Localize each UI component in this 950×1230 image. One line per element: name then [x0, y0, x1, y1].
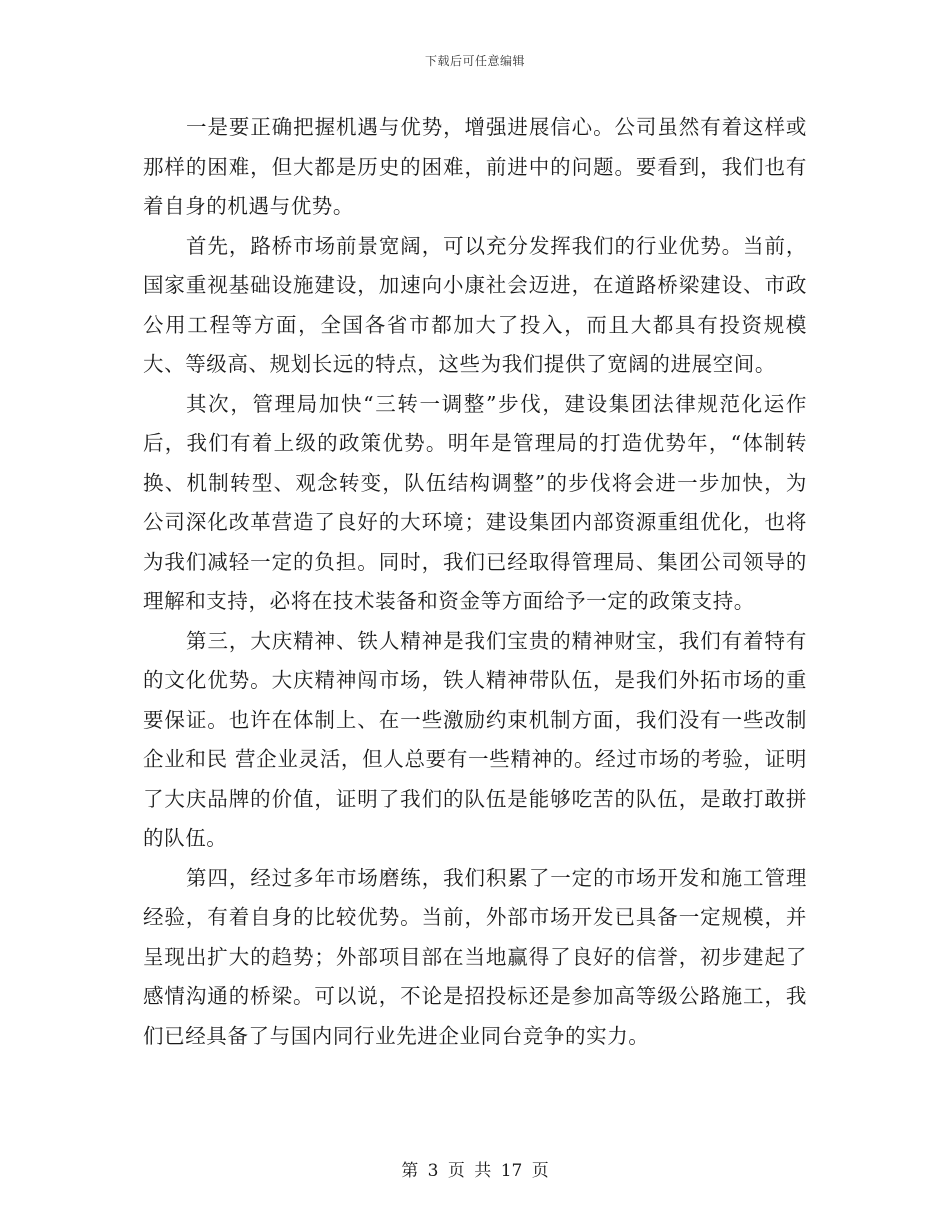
paragraph-first-market: 首先，路桥市场前景宽阔，可以充分发挥我们的行业优势。当前，国家重视基础设施建设，加速向小康社会迈进，在道路桥梁建设、市政公用工程等方面，全国各省市都加大了投入，而且大都具有投资规模大、等级高、规划长远的特点，这些为我们提供了宽阔的进展空间。	[143, 233, 807, 376]
page-header: 下载后可任意编辑	[424, 54, 525, 68]
document-body	[143, 108, 807, 1056]
paragraph-third-culture: 第三，大庆精神、铁人精神是我们宝贵的精神财宝，我们有着特有的文化优势。大庆精神闯市场，铁人精神带队伍，是我们外拓市场的重要保证。也许在体制上、在一些激励约束机制方面，我们没有一些改制企业和民 营企业灵活，但人总要有一些精神的。经过市场的考验，证明了大庆品牌的价值，证明了我们的队伍是能够吃苦的队伍，是敢打敢拼的队伍。	[143, 628, 807, 850]
paragraph-fourth-experience: 第四，经过多年市场磨练，我们积累了一定的市场开发和施工管理经验，有着自身的比较优势。当前，外部市场开发已具备一定规模，并呈现出扩大的趋势；外部项目部在当地赢得了良好的信誉，初步建起了感情沟通的桥梁。可以说，不论是招投标还是参加高等级公路施工，我们已经具备了与国内同行业先进企业同台竞争的实力。	[143, 865, 807, 1048]
paragraph-opportunities: 一是要正确把握机遇与优势，增强进展信心。公司虽然有着这样或那样的困难，但大都是历史的困难，前进中的问题。要看到，我们也有着自身的机遇与优势。	[143, 115, 807, 218]
paragraph-second-policy: 其次，管理局加快“三转一调整”步伐，建设集团法律规范化运作后，我们有着上级的政策优势。明年是管理局的打造优势年，“体制转换、机制转型、观念转变，队伍结构调整”的步伐将会进一步加快，为公司深化改革营造了良好的大环境；建设集团内部资源重组优化，也将为我们减轻一定的负担。同时，我们已经取得管理局、集团公司领导的理解和支持，必将在技术装备和资金等方面给予一定的政策支持。	[143, 391, 807, 613]
page-number-footer: 第 3 页 共 17 页	[401, 1161, 549, 1181]
